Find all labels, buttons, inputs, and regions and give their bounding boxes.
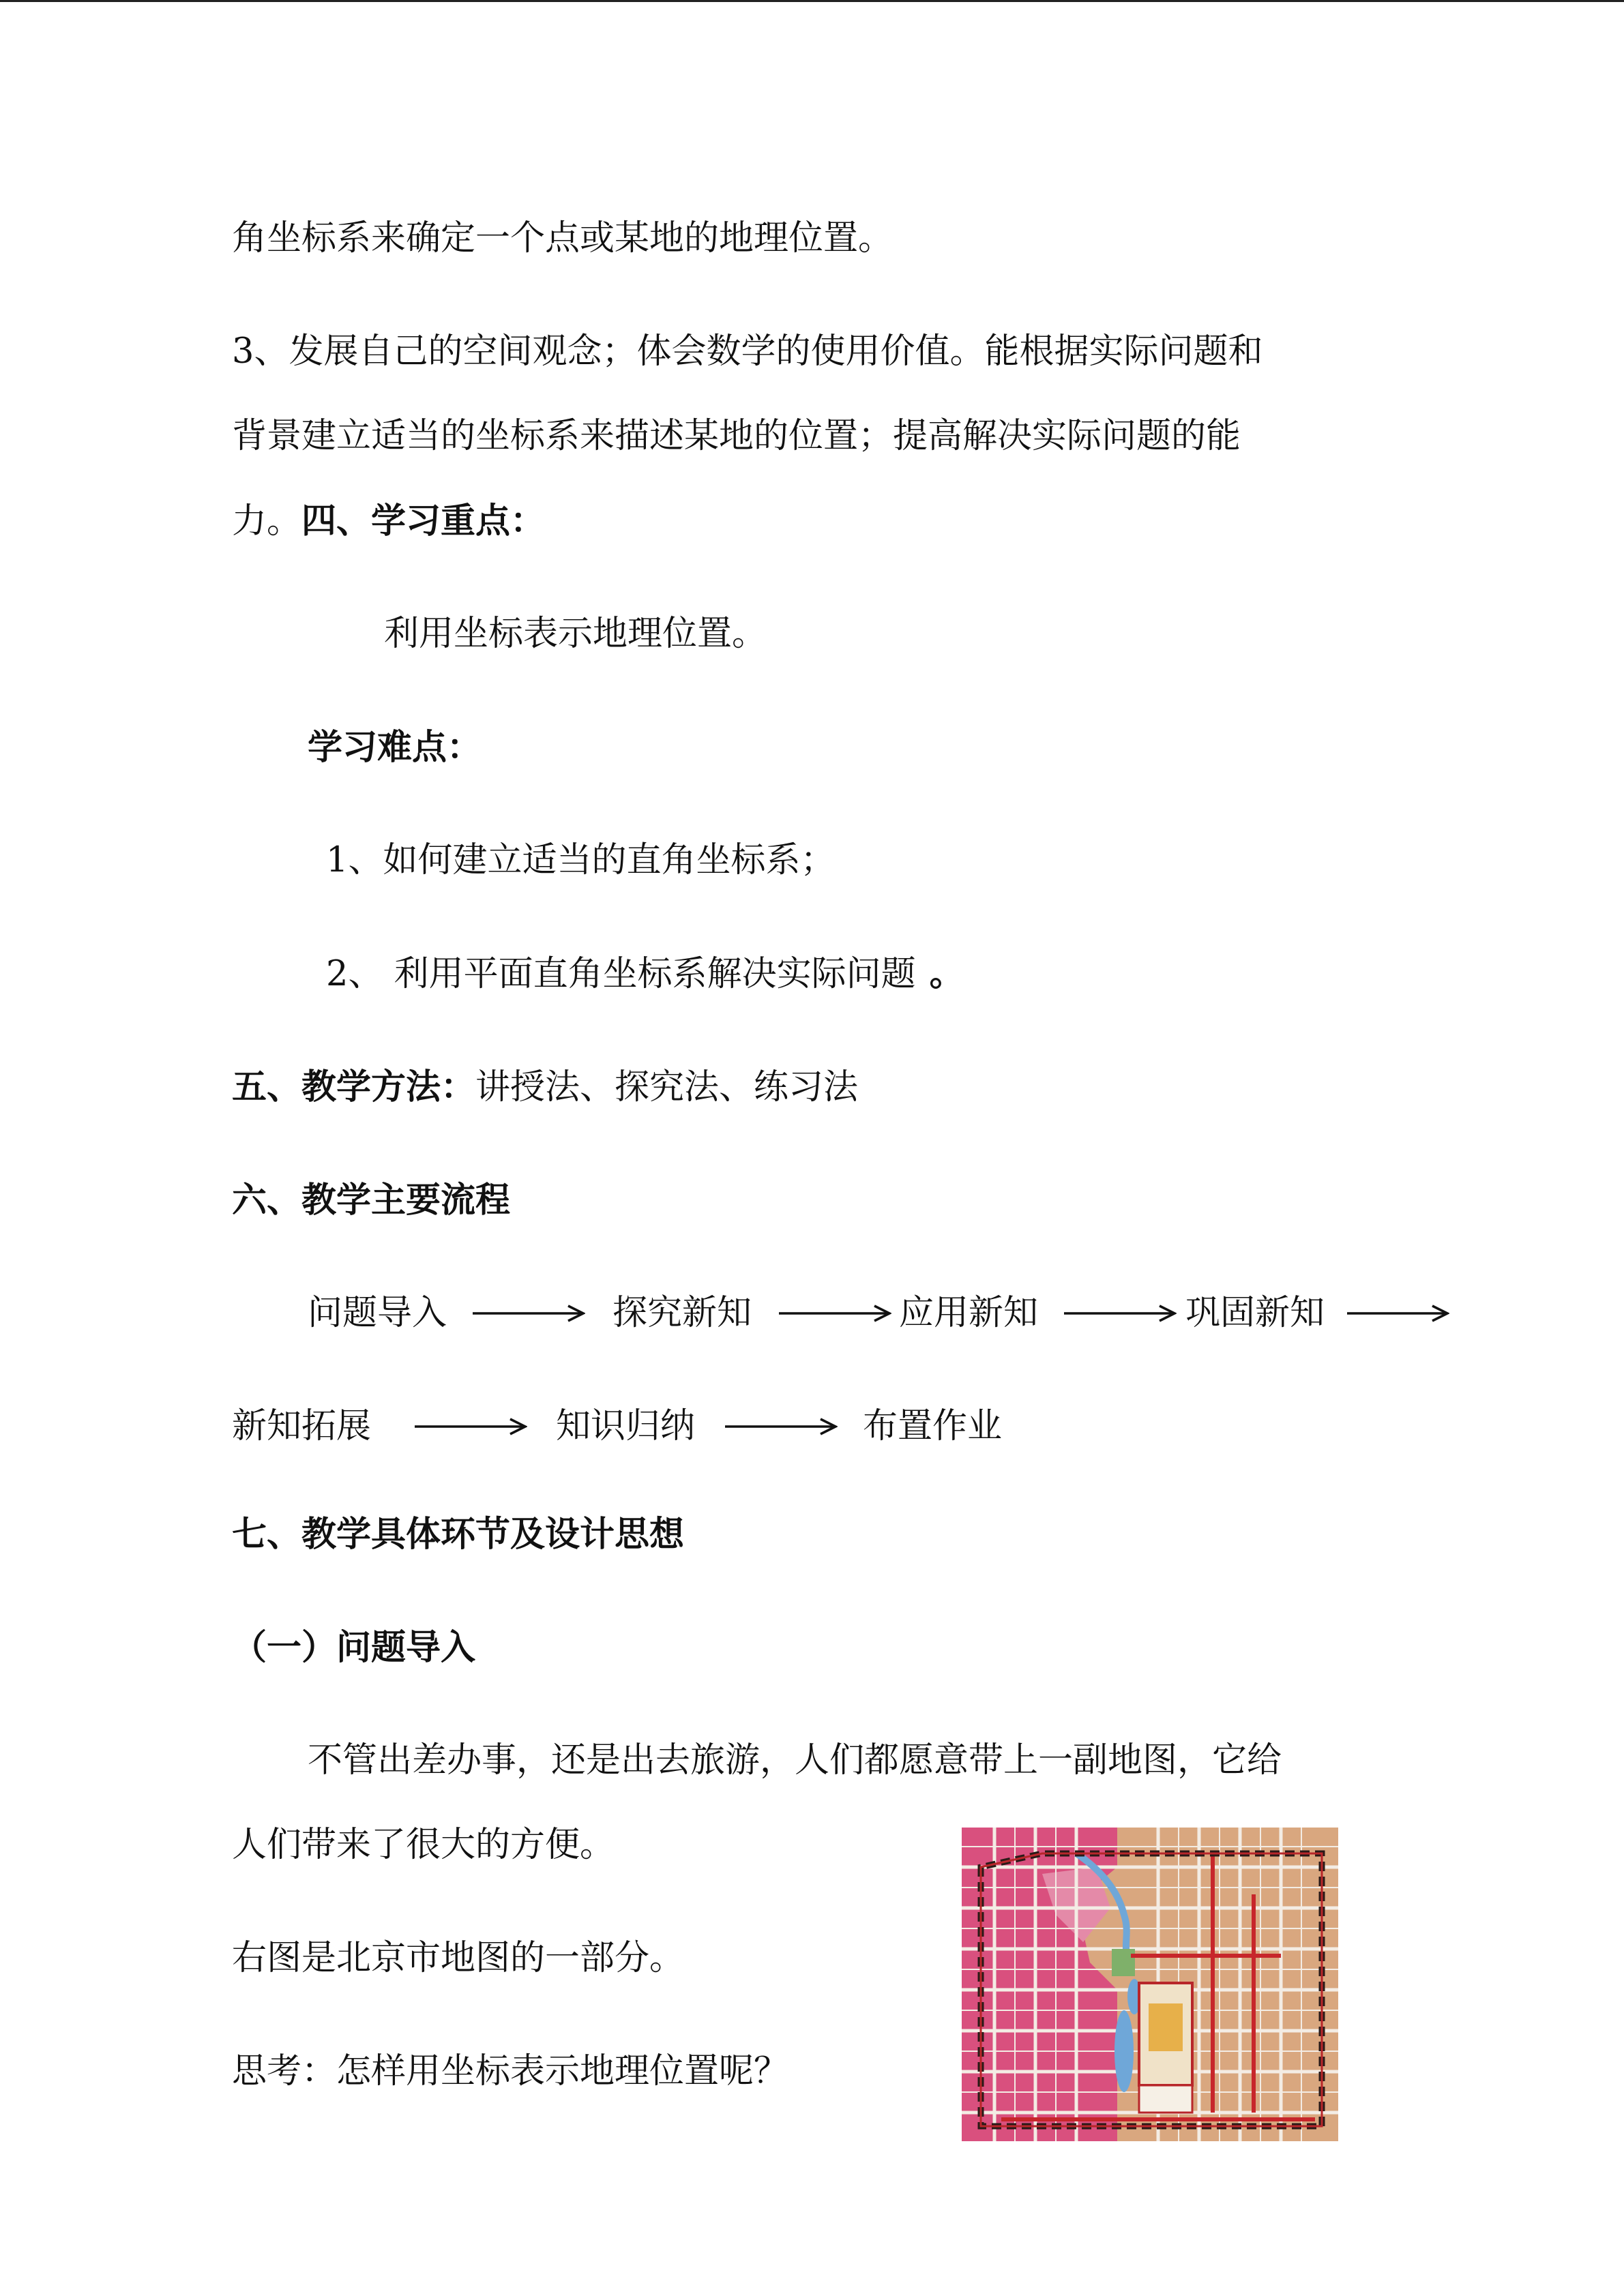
paragraph-line: 不管出差办事，还是出去旅游，人们都愿意带上一副地图，它给 bbox=[308, 1740, 1282, 1780]
section-heading-key-points: 四、学习重点： bbox=[301, 501, 546, 541]
arrow-right-icon bbox=[725, 1417, 838, 1436]
text-line bbox=[232, 499, 545, 543]
flow-step: 知识归纳 bbox=[556, 1406, 696, 1446]
section-heading-flow: 六、教学主要流程 bbox=[232, 1180, 511, 1221]
arrow-right-icon bbox=[473, 1304, 585, 1323]
text-fragment: 讲授法、探究法、练习法 bbox=[475, 1067, 859, 1107]
flow-step: 新知拓展 bbox=[232, 1406, 372, 1446]
text-line: 3、发展自己的空间观念；体会数学的使用价值。能根据实际问题和 bbox=[232, 331, 1263, 372]
arrow-right-icon bbox=[1064, 1304, 1177, 1323]
text-line: 背景建立适当的坐标系来描述某地的位置；提高解决实际问题的能 bbox=[232, 416, 1241, 456]
text-fragment: 2、 利用平面直角坐标系解决实际问题 bbox=[326, 954, 916, 994]
page-top-border bbox=[0, 0, 1624, 2]
list-item bbox=[326, 952, 964, 996]
flow-step: 探究新知 bbox=[612, 1293, 752, 1333]
text-line: 角坐标系来确定一个点或某地的地理位置。 bbox=[232, 218, 894, 258]
text-fragment: 。 bbox=[929, 953, 964, 994]
list-item: 1、如何建立适当的直角坐标系； bbox=[326, 840, 836, 880]
flow-row-2 bbox=[0, 1405, 1624, 1448]
text-line bbox=[232, 1065, 858, 1109]
paragraph-line: 右图是北京市地图的一部分。 bbox=[232, 1938, 685, 1978]
arrow-right-icon bbox=[779, 1304, 891, 1323]
arrow-right-icon bbox=[415, 1417, 527, 1436]
text-line: 利用坐标表示地理位置。 bbox=[384, 614, 767, 654]
text-fragment: 力。 bbox=[232, 501, 302, 541]
flow-step: 布置作业 bbox=[863, 1406, 1003, 1446]
beijing-map-image bbox=[960, 1826, 1340, 2143]
flow-step: 巩固新知 bbox=[1185, 1293, 1325, 1333]
section-heading-details: 七、教学具体环节及设计思想 bbox=[232, 1514, 685, 1555]
flow-step: 问题导入 bbox=[308, 1293, 447, 1333]
question-line: 思考：怎样用坐标表示地理位置呢？ bbox=[232, 2051, 789, 2091]
section-heading-difficulties: 学习难点： bbox=[308, 727, 482, 768]
flow-step: 应用新知 bbox=[899, 1293, 1039, 1333]
section-heading-methods: 五、教学方法： bbox=[232, 1067, 476, 1107]
flow-row-1 bbox=[0, 1292, 1624, 1335]
arrow-right-icon bbox=[1347, 1304, 1449, 1323]
paragraph-line: 人们带来了很大的方便。 bbox=[232, 1825, 615, 1865]
subsection-heading: （一）问题导入 bbox=[232, 1627, 476, 1668]
